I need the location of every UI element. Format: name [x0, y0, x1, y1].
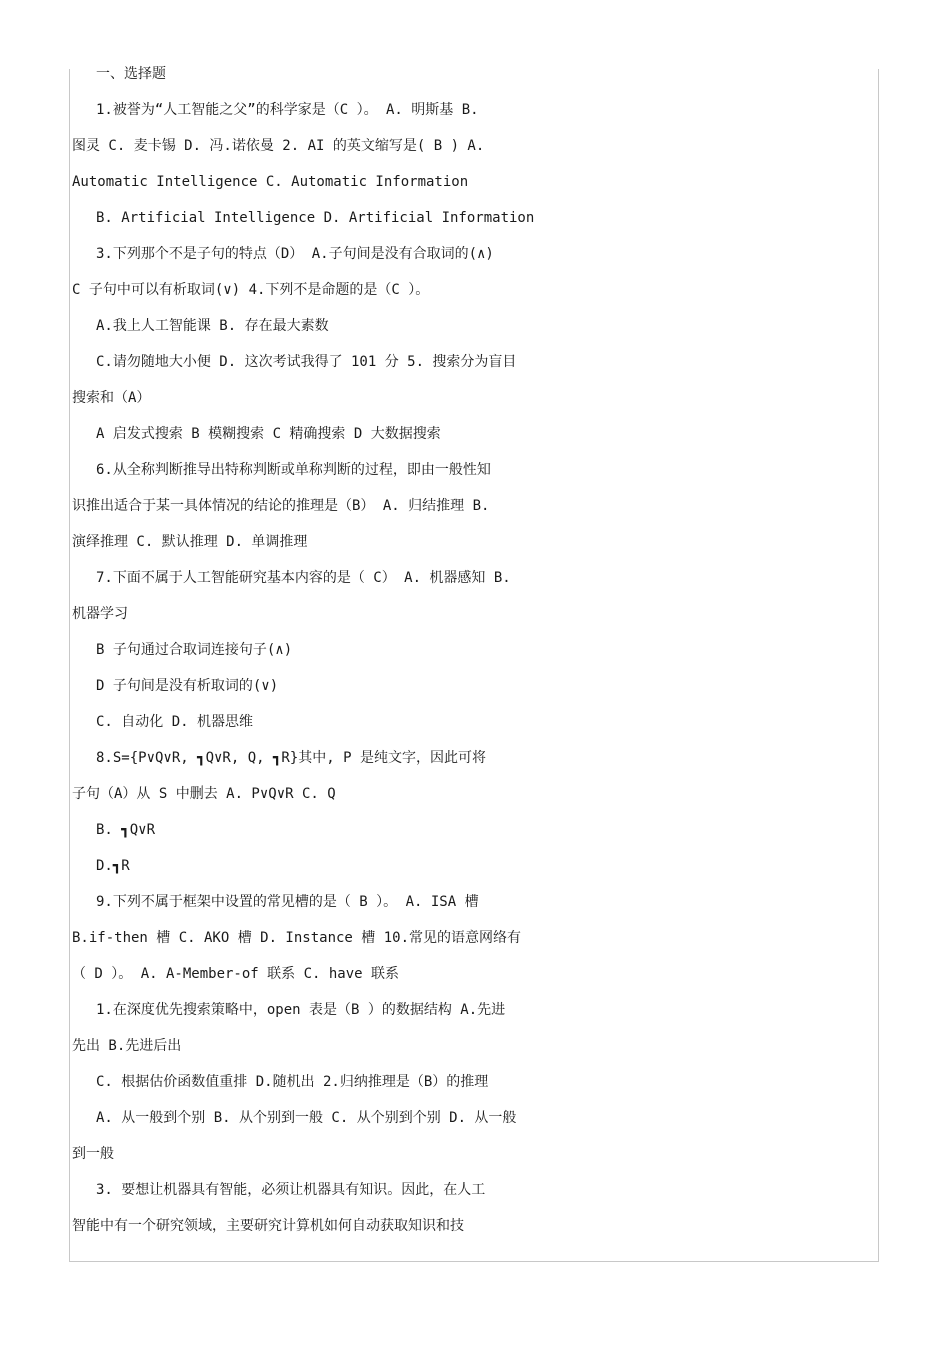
- text-line: 识推出适合于某一具体情况的结论的推理是（B） A. 归结推理 B.: [72, 498, 490, 514]
- text-line: （ D ）。 A. A-Member-of 联系 C. have 联系: [72, 966, 400, 982]
- text-line: 3.下列那个不是子句的特点（D） A.子句间是没有合取词的(∧): [96, 246, 494, 262]
- text-line: C. 根据估价函数值重排 D.随机出 2.归纳推理是（B）的推理: [96, 1074, 489, 1090]
- text-line: A 启发式搜索 B 模糊搜索 C 精确搜索 D 大数据搜索: [96, 426, 441, 442]
- text-line: Automatic Intelligence C. Automatic Information: [72, 174, 469, 190]
- document-text-body: [72, 56, 884, 1244]
- text-line: 演绎推理 C. 默认推理 D. 单调推理: [72, 534, 308, 550]
- text-line: 一、选择题: [96, 66, 166, 82]
- text-line: 8.S={P∨Q∨R, ┓Q∨R, Q, ┓R}其中, P 是纯文字，因此可将: [96, 750, 487, 766]
- text-line: 智能中有一个研究领域，主要研究计算机如何自动获取知识和技: [72, 1218, 464, 1234]
- text-line: 搜索和（A）: [72, 390, 151, 406]
- text-line: C 子句中可以有析取词(∨) 4.下列不是命题的是（C ）。: [72, 282, 430, 298]
- text-line: B.if-then 槽 C. AKO 槽 D. Instance 槽 10.常见的语意网络有: [72, 930, 522, 946]
- text-line: 1.在深度优先搜索策略中，open 表是（B ）的数据结构 A.先进: [96, 1002, 506, 1018]
- text-line: B. Artificial Intelligence D. Artificial Information: [96, 210, 535, 226]
- text-line: 7.下面不属于人工智能研究基本内容的是（ C） A. 机器感知 B.: [96, 570, 511, 586]
- text-line: C. 自动化 D. 机器思维: [96, 714, 254, 730]
- text-line: 3. 要想让机器具有智能，必须让机器具有知识。因此，在人工: [96, 1182, 486, 1198]
- text-line: 先出 B.先进后出: [72, 1038, 182, 1054]
- text-line: 机器学习: [72, 606, 128, 622]
- text-line: 图灵 C. 麦卡锡 D. 冯.诺依曼 2. AI 的英文缩写是( B ) A.: [72, 138, 485, 154]
- text-line: 9.下列不属于框架中设置的常见槽的是（ B ）。 A. ISA 槽: [96, 894, 479, 910]
- text-line: 子句（A）从 S 中删去 A. P∨Q∨R C. Q: [72, 786, 336, 802]
- text-line: D.┓R: [96, 858, 130, 874]
- text-line: 6.从全称判断推导出特称判断或单称判断的过程，即由一般性知: [96, 462, 491, 478]
- text-line: C.请勿随地大小便 D. 这次考试我得了 101 分 5. 搜索分为盲目: [96, 354, 517, 370]
- text-line: 1.被誉为“人工智能之父”的科学家是（C ）。 A. 明斯基 B.: [96, 102, 479, 118]
- text-line: D 子句间是没有析取词的(∨): [96, 678, 279, 694]
- text-line: B. ┓Q∨R: [96, 822, 156, 838]
- text-line: A.我上人工智能课 B. 存在最大素数: [96, 318, 329, 334]
- text-line: 到一般: [72, 1146, 114, 1162]
- text-line: B 子句通过合取词连接句子(∧): [96, 642, 293, 658]
- text-line: A. 从一般到个别 B. 从个别到一般 C. 从个别到个别 D. 从一般: [96, 1110, 517, 1126]
